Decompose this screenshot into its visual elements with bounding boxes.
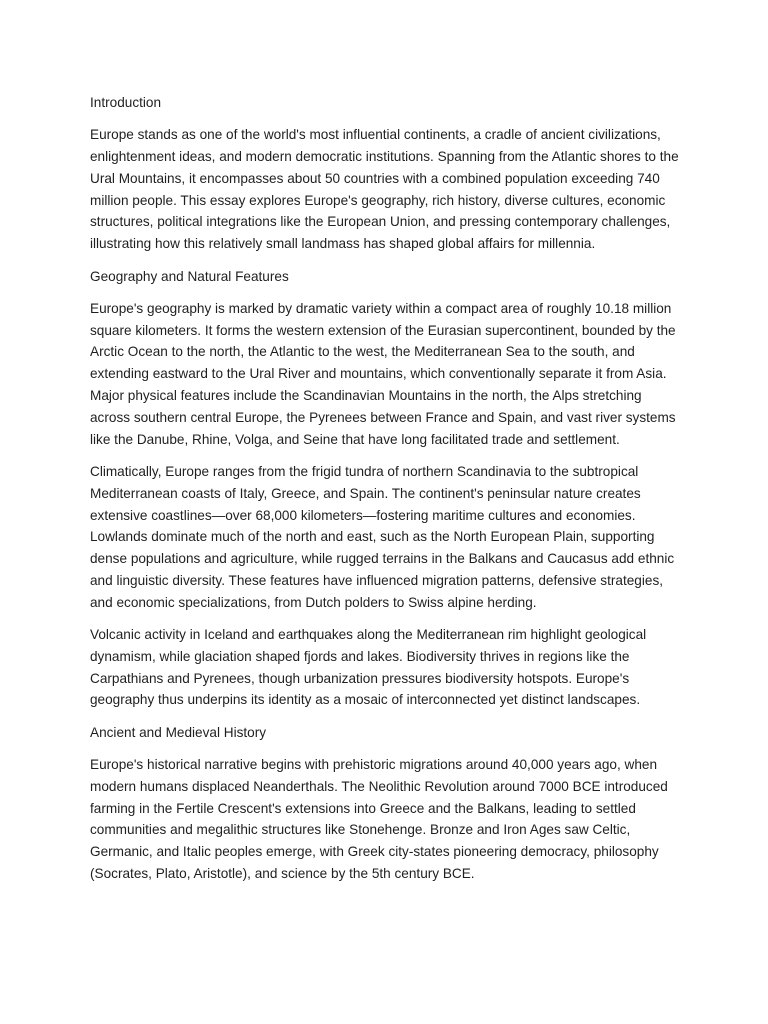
paragraph-geography-2: Climatically, Europe ranges from the frigid tundra of northern Scandinavia to the subtropical Mediterranean coasts of Italy, Greece, and Spain. The continent's peninsular nature creates extensive coastlines—over 68,000 kilometers—fostering maritime cultures and economies. Lowlands dominate much of the north and east, such as the North European Plain, supporting dense populations and agriculture, while rugged terrains in the Balkans and Caucasus add ethnic and linguistic diversity. These features have influenced migration patterns, defensive strategies, and economic specializations, from Dutch polders to Swiss alpine herding. xyxy=(90,463,675,610)
document-body xyxy=(90,92,680,895)
paragraph-geography-3: Volcanic activity in Iceland and earthquakes along the Mediterranean rim highlight geological dynamism, while glaciation shaped fjords and lakes. Biodiversity thrives in regions like the Carpathians and Pyrenees, though urbanization pressures biodiversity hotspots. Europe's geography thus underpins its identity as a mosaic of interconnected yet distinct landscapes. xyxy=(90,627,647,708)
section-heading-history: Ancient and Medieval History xyxy=(90,724,267,740)
paragraph-geography-1: Europe's geography is marked by dramatic variety within a compact area of roughly 10.18 million square kilometers. It forms the western extension of the Eurasian supercontinent, bounded by the Arctic Ocean to the north, the Atlantic to the west, the Mediterranean Sea to the south, and extending eastward to the Ural River and mountains, which conventionally separate it from Asia. Major physical features include the Scandinavian Mountains in the north, the Alps stretching across southern central Europe, the Pyrenees between France and Spain, and vast river systems like the Danube, Rhine, Volga, and Seine that have long facilitated trade and settlement. xyxy=(90,300,676,447)
paragraph-history-1: Europe's historical narrative begins with prehistoric migrations around 40,000 years ago, when modern humans displaced Neanderthals. The Neolithic Revolution around 7000 BCE introduced farming in the Fertile Crescent's extensions into Greece and the Balkans, leading to settled communities and megalithic structures like Stonehenge. Bronze and Iron Ages saw Celtic, Germanic, and Italic peoples emerge, with Greek city-states pioneering democracy, philosophy (Socrates, Plato, Aristotle), and science by the 5th century BCE. xyxy=(90,757,668,881)
section-heading-geography: Geography and Natural Features xyxy=(90,268,289,284)
section-heading-introduction: Introduction xyxy=(90,95,162,110)
paragraph-introduction-1: Europe stands as one of the world's most influential continents, a cradle of ancient civilizations, enlightenment ideas, and modern democratic institutions. Spanning from the Atlantic shores to the Ural Mountains, it encompasses about 50 countries with a combined population exceeding 740 million people. This essay explores Europe's geography, rich history, diverse cultures, economic structures, political integrations like the European Union, and pressing contemporary challenges, illustrating how this relatively small landmass has shaped global affairs for millennia. xyxy=(90,127,679,252)
